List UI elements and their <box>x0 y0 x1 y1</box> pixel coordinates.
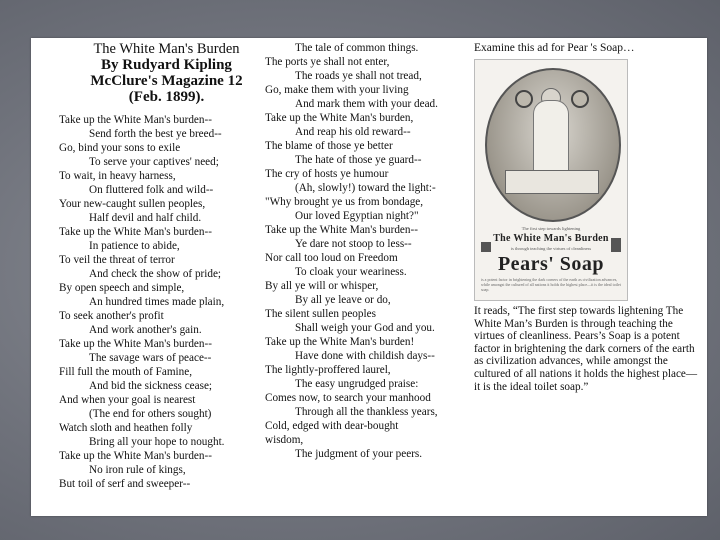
poem-line: The lightly-proffered laurel, <box>265 364 391 376</box>
poem-line: To wait, in heavy harness, <box>59 170 176 182</box>
poem-line: The judgment of your peers. <box>295 448 423 460</box>
ad-subline: is through teaching the virtues of cleanliness <box>510 246 592 251</box>
washbasin-icon <box>505 170 599 194</box>
poem-line: Take up the White Man's burden-- <box>59 226 212 238</box>
poem-line: No iron rule of kings, <box>89 464 186 476</box>
poem-line: To seek another's profit <box>59 310 164 322</box>
poem-line: The hate of those ye guard-- <box>295 154 422 166</box>
ad-transcription: It reads, “The first step towards lightening The White Man’s Burden is through teaching the virtues of cleanliness. Pears’s Soap is a potent factor in brightening the dark corners of the earth as civilization advances, while amongst the cultured of all nations it holds the highest place—it is the ideal toilet soap.” <box>474 305 698 393</box>
poem-line: Take up the White Man's burden! <box>265 336 415 348</box>
poem-line: Fill full the mouth of Famine, <box>59 366 192 378</box>
poem-line: Take up the White Man's burden-- <box>59 450 212 462</box>
poem-line: Bring all your hope to nought. <box>89 436 225 448</box>
porthole-icon <box>515 90 533 108</box>
poem-line: The ports ye shall not enter, <box>265 56 390 68</box>
poem-line: The cry of hosts ye humour <box>265 168 389 180</box>
poem-line: And work another's gain. <box>89 324 202 336</box>
poem-stanzas-left <box>59 113 274 491</box>
poem-line: Go, bind your sons to exile <box>59 142 181 154</box>
poem-line: And check the show of pride; <box>89 268 222 280</box>
poem-line: But toil of serf and sweeper-- <box>59 478 191 490</box>
poem-line: Ye dare not stoop to less-- <box>295 238 412 250</box>
poem-line: wisdom, <box>265 434 304 446</box>
poem-line: (The end for others sought) <box>89 408 212 420</box>
poem-line: To cloak your weariness. <box>295 266 407 278</box>
poem-line: Take up the White Man's burden-- <box>59 338 212 350</box>
ad-brand: Pears' Soap <box>497 253 605 275</box>
author-line: By Rudyard Kipling <box>101 57 232 73</box>
poem-line: And mark them with your dead. <box>295 98 438 110</box>
poem-line: And reap his old reward-- <box>295 126 411 138</box>
poem-line: Comes now, to search your manhood <box>265 392 431 404</box>
pears-soap-ad-image <box>474 59 628 301</box>
poem-column-left <box>59 41 274 491</box>
poem-line: Take up the White Man's burden-- <box>265 224 418 236</box>
source-line: McClure's Magazine 12 <box>90 73 243 89</box>
poem-line: By all ye leave or do, <box>295 294 391 306</box>
poem-line: The silent sullen peoples <box>265 308 376 320</box>
poem-line: Through all the thankless years, <box>295 406 438 418</box>
poem-line: And bid the sickness cease; <box>89 380 213 392</box>
ad-headline: The White Man's Burden <box>493 233 609 244</box>
poem-line: By all ye will or whisper, <box>265 280 379 292</box>
ad-column <box>474 41 699 393</box>
poem-line: Our loved Egyptian night?" <box>295 210 419 222</box>
poem-line: And when your goal is nearest <box>59 394 196 406</box>
document-page <box>31 38 707 516</box>
poem-line: The tale of common things. <box>295 42 419 54</box>
poem-line: Cold, edged with dear-bought <box>265 420 399 432</box>
ad-tagline: The first step towards lightening <box>521 226 581 231</box>
poem-line: On fluttered folk and wild-- <box>89 184 214 196</box>
ad-fineprint: is a potent factor in brightening the dark corners of the earth as civilization advances, while amongst the cultured of all nations it holds the highest place—it is the ideal toilet soap. <box>481 277 621 292</box>
date-line: (Feb. 1899). <box>128 89 205 105</box>
poem-column-middle <box>265 41 485 461</box>
poem-line: An hundred times made plain, <box>89 296 225 308</box>
ad-heading <box>474 41 699 55</box>
poem-line: The roads ye shall not tread, <box>295 70 422 82</box>
poem-line: Nor call too loud on Freedom <box>265 252 398 264</box>
poem-line: Watch sloth and heathen folly <box>59 422 193 434</box>
poem-line: Have done with childish days-- <box>295 350 435 362</box>
poem-line: Your new-caught sullen peoples, <box>59 198 206 210</box>
document-title <box>59 41 274 105</box>
poem-line: To serve your captives' need; <box>89 156 219 168</box>
poem-line: By open speech and simple, <box>59 282 185 294</box>
poem-line: Take up the White Man's burden-- <box>59 114 212 126</box>
title-line: The White Man's Burden <box>93 41 240 57</box>
porthole-icon <box>571 90 589 108</box>
poem-line: In patience to abide, <box>89 240 180 252</box>
poem-line: The blame of those ye better <box>265 140 393 152</box>
poem-line: "Why brought ye us from bondage, <box>265 196 424 208</box>
poem-line: The easy ungrudged praise: <box>295 378 419 390</box>
poem-line: Half devil and half child. <box>89 212 202 224</box>
poem-line: The savage wars of peace-- <box>89 352 212 364</box>
poem-line: (Ah, slowly!) toward the light:- <box>295 182 436 194</box>
ad-heading-text: Examine this ad for Pear 's Soap… <box>474 42 635 54</box>
poem-line: Shall weigh your God and you. <box>295 322 435 334</box>
poem-line: Send forth the best ye breed-- <box>89 128 222 140</box>
poem-line: Take up the White Man's burden, <box>265 112 414 124</box>
poem-line: To veil the threat of terror <box>59 254 175 266</box>
poem-line: Go, make them with your living <box>265 84 409 96</box>
